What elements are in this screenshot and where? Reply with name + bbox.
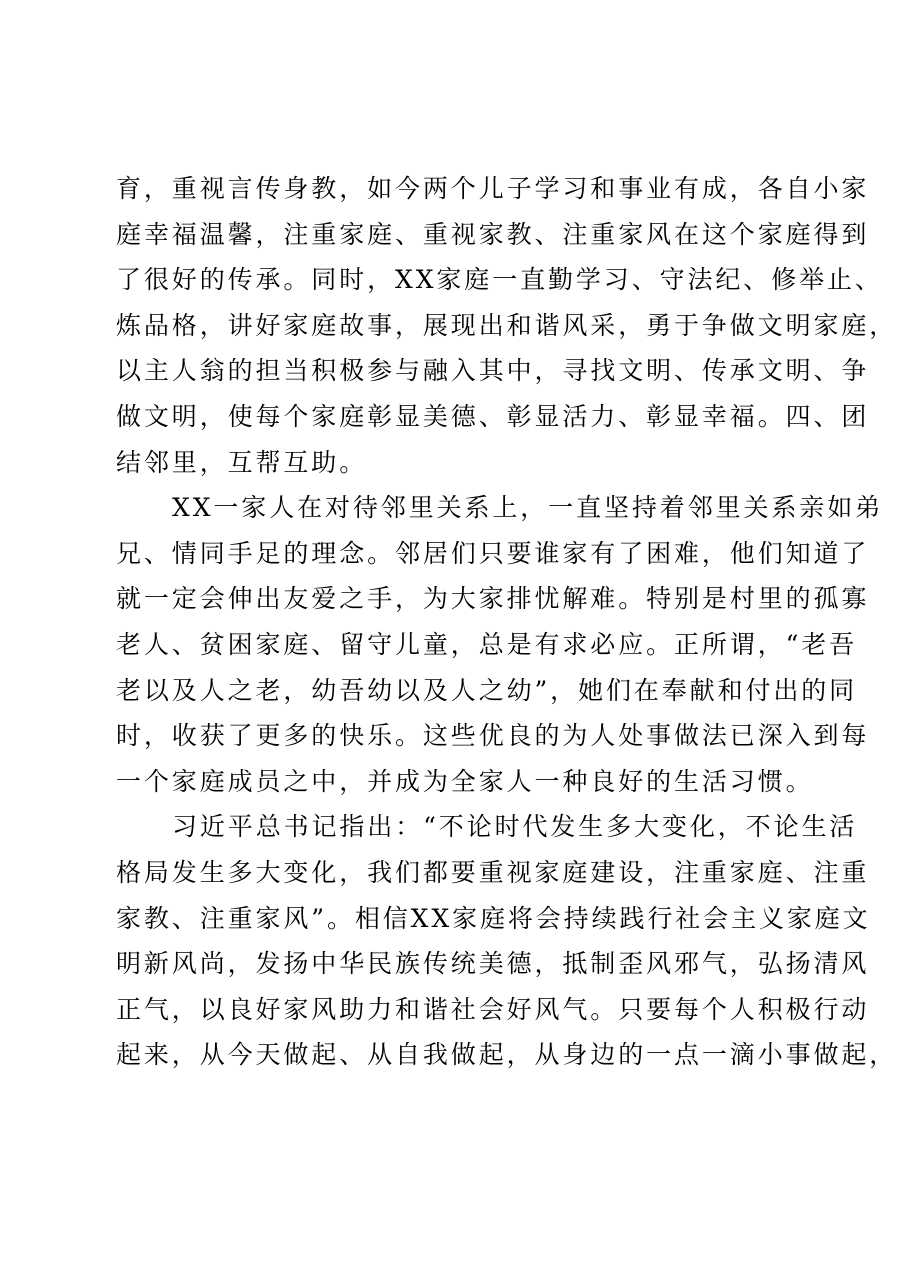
- paragraph-start-line: XX一家人在对待邻里关系上，一直坚持着邻里关系亲如弟: [172, 493, 883, 523]
- text-line: 格局发生多大变化，我们都要重视家庭建设，注重家庭、注重: [116, 857, 870, 887]
- text-line: 老以及人之老，幼吾幼以及人之幼”，她们在奉献和付出的同: [116, 675, 858, 705]
- text-line: 兄、情同手足的理念。邻居们只要谁家有了困难，他们知道了: [116, 538, 870, 568]
- text-line: 做文明，使每个家庭彰显美德、彰显活力、彰显幸福。四、团: [116, 401, 870, 431]
- text-line: 老人、贫困家庭、留守儿童，总是有求必应。正所谓，“老吾: [116, 629, 858, 659]
- text-line: 以主人翁的担当积极参与融入其中，寻找文明、传承文明、争: [116, 356, 870, 386]
- text-line: 起来，从今天做起、从自我做起，从身边的一点一滴小事做起，: [116, 1040, 898, 1070]
- text-line: 庭幸福温馨，注重家庭、重视家教、注重家风在这个家庭得到: [116, 219, 870, 249]
- text-line: 时，收获了更多的快乐。这些优良的为人处事做法已深入到每: [116, 721, 870, 751]
- text-line: 结邻里，互帮互助。: [116, 447, 368, 477]
- text-line: 就一定会伸出友爱之手，为大家排忧解难。特别是村里的孤寡: [116, 584, 870, 614]
- text-line: 一个家庭成员之中，并成为全家人一种良好的生活习惯。: [116, 766, 814, 796]
- paragraph-start-line: 习近平总书记指出：“不论时代发生多大变化，不论生活: [172, 812, 858, 842]
- document-body: [116, 166, 898, 1078]
- text-line: 育，重视言传身教，如今两个儿子学习和事业有成，各自小家: [116, 174, 870, 203]
- text-line: 了很好的传承。同时，XX家庭一直勤学习、守法纪、修举止、: [116, 265, 883, 295]
- text-line: 明新风尚，发扬中华民族传统美德，抵制歪风邪气，弘扬清风: [116, 949, 870, 979]
- text-line: 正气，以良好家风助力和谐社会好风气。只要每个人积极行动: [116, 994, 870, 1024]
- text-line: 家教、注重家风”。相信XX家庭将会持续践行社会主义家庭文: [116, 903, 871, 933]
- text-line: 炼品格，讲好家庭故事，展现出和谐风采，勇于争做文明家庭，: [116, 310, 898, 340]
